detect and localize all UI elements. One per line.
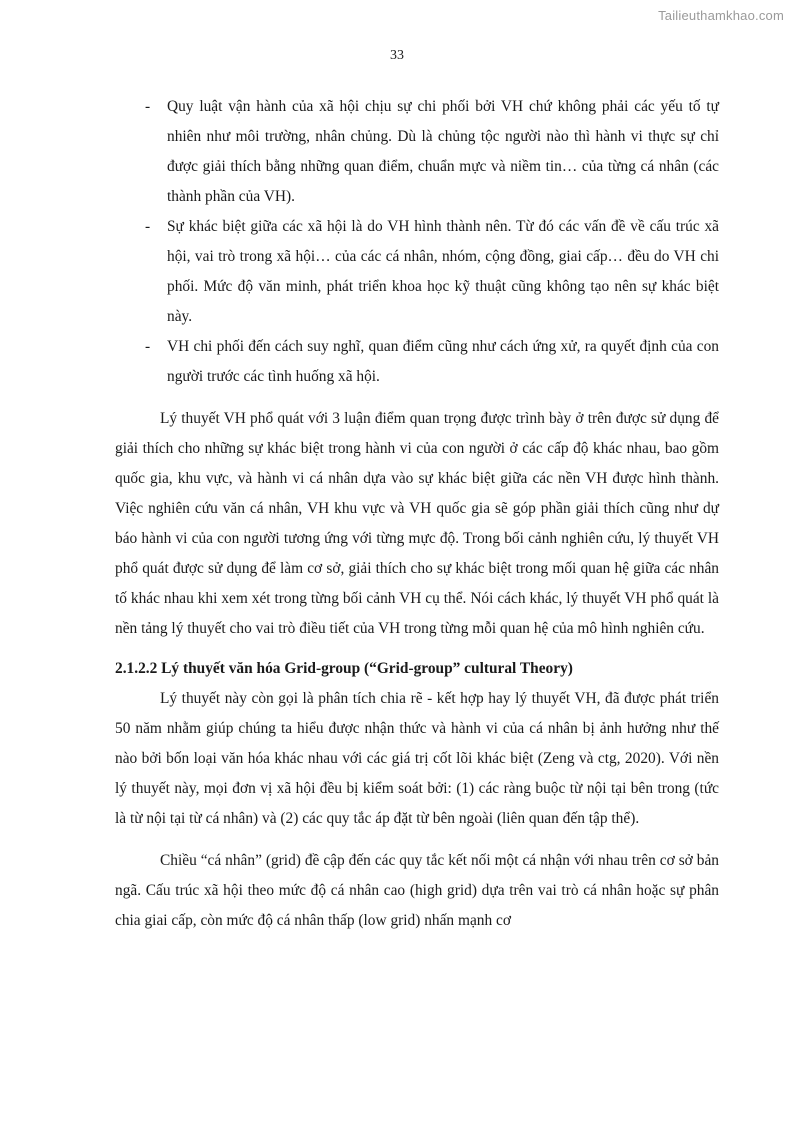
bullet-text: VH chi phối đến cách suy nghĩ, quan điểm cũng như cách ứng xử, ra quyết định của con người trước các tình huống xã hội. (167, 338, 719, 385)
section-heading: 2.1.2.2 Lý thuyết văn hóa Grid-group (“Grid-group” cultural Theory) (115, 660, 573, 677)
body-paragraph: Chiều “cá nhân” (grid) đề cập đến các quy tắc kết nối một cá nhận với nhau trên cơ sở bản ngã. Cấu trúc xã hội theo mức độ cá nhân cao (high grid) dựa trên vai trò cá nhân hoặc sự phân chia giai cấp, còn mức độ cá nhân thấp (low grid) nhấn mạnh cơ (115, 852, 719, 929)
bullet-item (115, 212, 719, 332)
bullet-marker: - (145, 218, 151, 235)
body-paragraph: Lý thuyết VH phổ quát với 3 luận điểm quan trọng được trình bày ở trên được sử dụng để giải thích cho những sự khác biệt trong hành vi của con người ở các cấp độ khác nhau, bao gồm quốc gia, khu vực, và hành vi cá nhân dựa vào sự khác biệt giữa các nền VH được hình thành. Việc nghiên cứu văn cá nhân, VH khu vực và VH quốc gia sẽ góp phần giải thích cũng như dự báo hành vi của con người tương ứng với từng mực độ. Trong bối cảnh nghiên cứu, lý thuyết VH phổ quát được sử dụng để làm cơ sở, giải thích cho sự khác biệt trong mối quan hệ giữa các nhân tố khác nhau khi xem xét trong từng bối cảnh VH cụ thể. Nói cách khác, lý thuyết VH phổ quát là nền tảng lý thuyết cho vai trò điều tiết của VH trong từng mỗi quan hệ của mô hình nghiên cứu. (115, 410, 719, 637)
bullet-marker: - (145, 98, 151, 115)
bullet-list (115, 92, 719, 392)
body-paragraph: Lý thuyết này còn gọi là phân tích chia rẽ - kết hợp hay lý thuyết VH, đã được phát triển 50 năm nhằm giúp chúng ta hiểu được nhận thức và hành vi của cá nhân bị ảnh hưởng như thế nào bởi bốn loại văn hóa khác nhau với các giá trị cốt lõi khác biệt (Zeng và ctg, 2020). Với nền lý thuyết này, mọi đơn vị xã hội đều bị kiểm soát bởi: (1) các ràng buộc từ nội tại bên trong (tức là từ nội tại từ cá nhân) và (2) các quy tắc áp đặt từ bên ngoài (liên quan đến tập thể). (115, 690, 719, 827)
page-number: 33 (390, 48, 404, 63)
bullet-text: Sự khác biệt giữa các xã hội là do VH hình thành nên. Từ đó các vấn đề về cấu trúc xã hội, vai trò trong xã hội… của các cá nhân, nhóm, cộng đồng, giai cấp… đều do VH chi phối. Mức độ văn minh, phát triển khoa học kỹ thuật cũng không tạo nên sự khác biệt này. (167, 218, 719, 325)
page-body (115, 92, 719, 936)
bullet-item (115, 332, 719, 392)
bullet-item (115, 92, 719, 212)
bullet-marker: - (145, 338, 151, 355)
bullet-text: Quy luật vận hành của xã hội chịu sự chi phối bởi VH chứ không phải các yếu tố tự nhiên như môi trường, nhân chủng. Dù là chủng tộc người nào thì hành vi thực sự chỉ được giải thích bằng những quan điểm, chuẩn mực và niềm tin… của từng cá nhân (các thành phần của VH). (167, 98, 719, 205)
watermark: Tailieuthamkhao.com (658, 8, 784, 23)
